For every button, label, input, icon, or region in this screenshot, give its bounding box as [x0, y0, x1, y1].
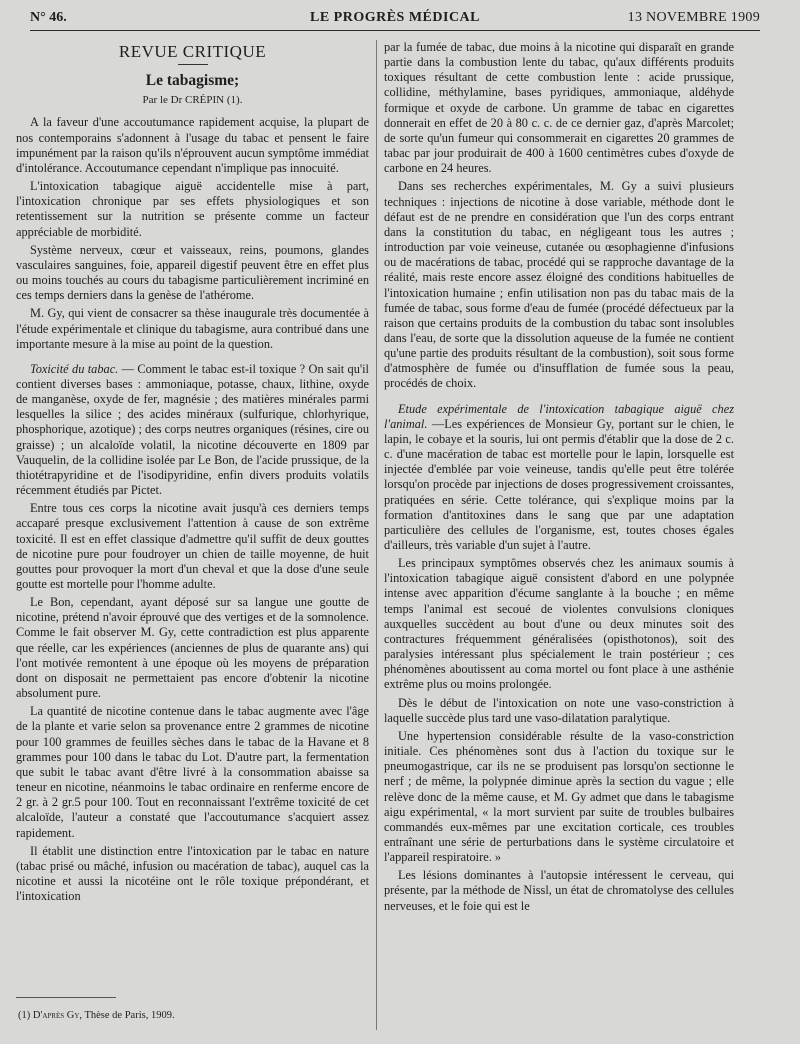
- column-divider: [376, 40, 377, 1030]
- issue-number: N° 46.: [30, 10, 67, 25]
- section-lead: Etude expérimentale de l'intoxication tabagique aiguë chez l'animal.: [384, 401, 734, 431]
- byline: [16, 93, 369, 108]
- paragraph-etude: Etude expérimentale de l'intoxication tabagique aiguë chez l'animal. —Les expériences de Monsieur Gy, portant sur le chien, le lapin, le cobaye et la souris, lui ont permis d'établir que la dose de 2 c. c. d'une macération de tabac est mortelle pour le lapin, lorsquelle est injectée d'emblée par voie veineuse, tandis qu'elle peut être tolérée lorsqu'on procède par injections de doses progressivement croissantes, pratiquées en série. Cette tolérance, qui s'explique moins par la formation d'antitoxines dans le sang que par une adaptation particulière des cellules de l'organisme, est, toutes choses égales d'ailleurs, très variable d'un sujet à l'autre.: [384, 401, 734, 552]
- paragraph: Les principaux symptômes observés chez les animaux soumis à l'intoxication tabagique aiguë consistent d'abord en une polypnée intense avec apparition d'écume sanglante à la bouche ; en même temps l'animal est secoué de violentes convulsions cloniques auxquelles succèdent au bout d'une ou deux minutes soit des contractures fréquemment généralisées (opisthotonos), soit des paralysies intéressant plus spécialement le train postérieur ; ces phénomènes aboutissent au coma mortel ou font place à une asthénie extrême plus ou moins prolongée.: [384, 556, 734, 692]
- paragraph: Le Bon, cependant, ayant déposé sur sa langue une goutte de nicotine, prétend n'avoir éprouvé que des vertiges et de la somnolence. Comme le fait observer M. Gy, cette contradiction est plus apparente que réelle, car les expériences (anciennes de plus de quarante ans) qui l'ont motivée remontent à une époque où les moyens de préparation dont on disposait ne permettaient pas encore d'obtenir la nicotine absolument pure.: [16, 595, 369, 701]
- journal-title: LE PROGRÈS MÉDICAL: [309, 10, 481, 25]
- footnote-author: D'après Gy: [32, 1010, 80, 1021]
- right-column: [384, 40, 734, 917]
- paragraph: Dès le début de l'intoxication on note une vaso-constriction à laquelle succède plus tard une vaso-dilatation paralytique.: [384, 695, 734, 725]
- section-title: REVUE CRITIQUE: [118, 42, 267, 61]
- paragraph: Dans ses recherches expérimentales, M. Gy a suivi plusieurs techniques : injections de nicotine à dose variable, méthode dont le défaut est de ne prendre en considération que l'un des corps entrant dans la constitution du tabac, en négligeant tous les autres ; introduction par voie veineuse, cutanée ou œsophagienne d'infusions ou de macérations de tabac, procédé qui se rapproche davantage de la réalité, mais reste encore assez éloigné des conditions habituelles de l'intoxication humaine ; enfin utilisation non pas du tabac mais de la fumée de tabac, sous forme d'eau de fumée (procédé défectueux par la raison que certains produits de la combustion du tabac sont insolubles dans l'eau, de sorte que la dissolution aqueuse de la fumée ne contient qu'une partie des produits résultant de la combustion), soit sous forme d'atmosphère de fumée ou d'insufflation de fumée sous la peau, procédés de choix.: [384, 179, 734, 391]
- paragraph: La quantité de nicotine contenue dans le tabac augmente avec l'âge de la plante et varie selon sa provenance entre 2 grammes de nicotine pour 100 grammes de feuilles sèches dans le tabac de la Havane et 8 grammes pour 100 dans le tabac du Lot. D'autre part, la fermentation que subit le tabac avant d'être livré à la consommation abaisse sa teneur en nicotine, néanmoins le tabac ordinaire en renferme encore de 2 gr. à 2 gr.5 pour 100. Tout en reconnaissant l'extrême toxicité de cet alcaloïde, l'auteur a constaté que l'accoutumance s'acquiert assez rapidement.: [16, 704, 369, 840]
- byline-prefix: Par le Dr: [142, 94, 183, 107]
- article-title: Le tabagisme;: [145, 72, 240, 90]
- section-lead: Toxicité du tabac.: [30, 361, 119, 376]
- paragraph: Les lésions dominantes à l'autopsie intéressent le cerveau, qui présente, par la méthode de Nissl, un état de chromatolyse des cellules nerveuses, et le foie qui est le: [384, 868, 734, 913]
- byline-ref: (1).: [226, 94, 243, 107]
- footnote-rule: [16, 997, 116, 998]
- paragraph: Il établit une distinction entre l'intoxication par le tabac en nature (tabac prisé ou mâché, infusion ou macération de tabac), auquel cas la nicotine et aussi la nicotéine ont le rôle toxique prépondérant, et l'intoxication: [16, 843, 369, 904]
- title-rule: [178, 64, 208, 65]
- paragraph: L'intoxication tabagique aiguë accidentelle mise à part, l'intoxication chronique par ses effets physiologiques et son retentissement sur la nutrition se présente comme un facteur appréciable de morbidité.: [16, 179, 369, 239]
- footnote: [18, 1010, 175, 1021]
- footnote-ref: (1): [18, 1010, 31, 1021]
- page-header: [30, 8, 760, 31]
- paragraph: Système nerveux, cœur et vaisseaux, reins, poumons, glandes vasculaires sanguines, foie, appareil digestif peuvent être en effet plus ou moins touchés au cours du tabagisme particulièrement incriminé en ces temps derniers dans la genèse de l'athérome.: [16, 242, 369, 303]
- left-column: [16, 40, 369, 907]
- paragraph: A la faveur d'une accoutumance rapidement acquise, la plupart de nos contemporains s'adonnent à l'usage du tabac et pensent le faire impunément par la raison qu'ils n'éprouvent aucun symptôme immédiat d'intolérance. Accoutumance cependant n'implique pas innocuité.: [16, 115, 369, 175]
- issue-date: 13 NOVEMBRE 1909: [627, 10, 760, 25]
- paragraph: Une hypertension considérable résulte de la vaso-constriction initiale. Ces phénomènes sont dus à l'action du toxique sur le pneumogastrique, car ils ne se produisent pas lorsqu'on sectionne le nerf ; de même, la polypnée diminue après la section du vague ; elle relève donc de la même cause, et M. Gy admet que dans le tabagisme aigu expérimental, « la mort survient par suite de troubles bulbaires commandés eux-mêmes par une excitation corticale, ces troubles entraînant une série de perturbations dans le système circulatoire et l'appareil respiratoire. »: [384, 728, 734, 865]
- paragraph: Entre tous ces corps la nicotine avait jusqu'à ces derniers temps accaparé presque exclusivement l'attention à cause de son extrême toxicité. Il est en effet classique d'admettre qu'il suffit de deux gouttes de nicotine pure pour foudroyer un chien de taille moyenne, de huit gouttes pour provoquer la mort d'un cheval et que la dose d'une seule goutte est mortelle pour l'homme adulte.: [16, 501, 369, 591]
- paragraph: M. Gy, qui vient de consacrer sa thèse inaugurale très documentée à l'étude expérimentale et clinique du tabagisme, aura contribué dans une importante mesure à la mise au point de la question.: [16, 306, 369, 351]
- footnote-source: , Thèse de Paris, 1909.: [79, 1010, 175, 1021]
- paragraph: par la fumée de tabac, due moins à la nicotine qui disparaît en grande partie dans la combustion lente du tabac, qu'aux différents produits toxiques résultant de cette combustion lente : acide prussique, collidine, méthylamine, bases pyridiques, ammoniaque, aldéhyde formique et oxyde de carbone. Un gramme de tabac en cigarettes donnerait en effet de 20 à 80 c. c. de ce dernier gaz, d'après Marcolet; de sorte qu'un fumeur qui consommerait en cigarettes 20 grammes de tabac par jour produirait de 400 à 1600 centimètres cubes d'oxyde de carbone en 24 heures.: [384, 40, 734, 176]
- byline-author: CRÉPIN: [185, 94, 225, 107]
- paragraph-toxicite: Toxicité du tabac. — Comment le tabac est-il toxique ? On sait qu'il contient diverses bases : ammoniaque, potasse, chaux, lithine, oxyde de manganèse, oxyde de fer, magnésie ; des matières minérales parmi lesquelles la silice ; des acides minéraux (sulfurique, chlorhyrique, phosphorique, azotique) ; des corps neutres organiques (résines, cire ou graisse) ; un alcaloïde volatil, la nicotine découverte en 1809 par Vauquelin, de la collidine isolée par Le Bon, de l'acide prussique, de la thiotétrapyridine et de l'isodipyridine, enfin divers produits volatils récemment étudiés par Pictet.: [16, 361, 369, 498]
